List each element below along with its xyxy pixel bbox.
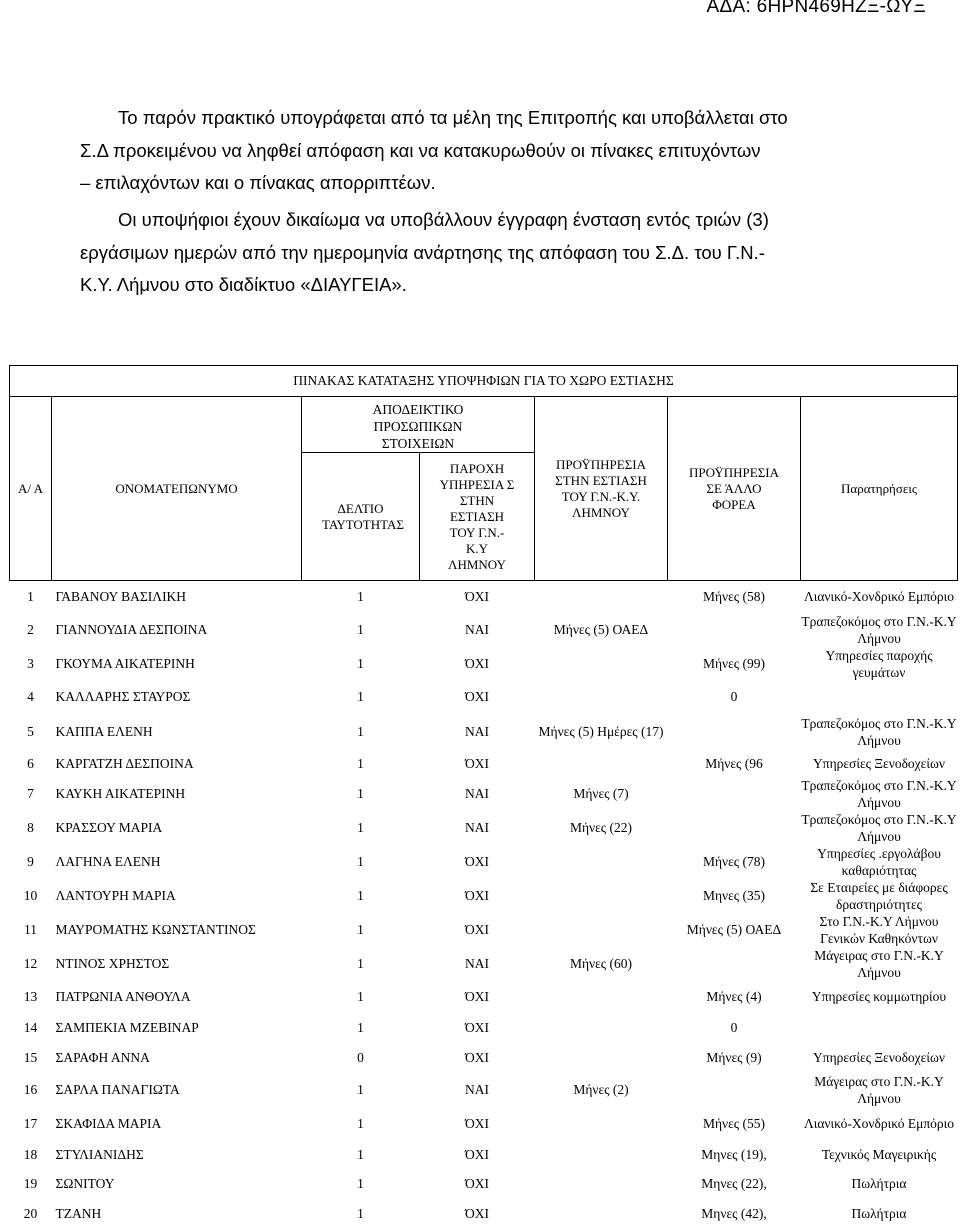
cell-name: ΣΑΜΠΕΚΙΑ ΜΖΕΒΙΝΑΡ <box>55 1019 199 1035</box>
cell-prev-other: Μήνες (5) ΟΑΕΔ <box>686 921 782 937</box>
cell-prev-gnky: Μήνες (7) <box>573 785 629 801</box>
cell-prev-other: Μήνες (55) <box>702 1115 766 1131</box>
cell-prev-gnky <box>535 681 668 713</box>
cell-aa: 14 <box>23 1019 38 1035</box>
cell-prev-other <box>668 613 801 647</box>
cell-aa: 17 <box>23 1115 38 1131</box>
cell-name: ΓΑΒΑΝΟΥ ΒΑΣΙΛΙΚΗ <box>55 588 187 604</box>
cell-remarks: Σε Εταιρείες με διάφορες δραστηριότητες <box>810 879 948 912</box>
paragraph-objection <box>80 204 860 302</box>
paragraph-line: – επιλαχόντων και ο πίνακας απορριπτέων. <box>80 172 436 193</box>
table-title: ΠΙΝΑΚΑΣ ΚΑΤΑΤΑΞΗΣ ΥΠΟΨΗΦΙΩΝ ΓΙΑ ΤΟ ΧΩΡΟ ΕΣΤΙΑΣΗΣ <box>10 366 958 397</box>
cell-remarks: Στο Γ.Ν.-Κ.Υ Λήμνου Γενικών Καθηκόντων <box>819 913 939 946</box>
cell-aa: 8 <box>27 819 34 835</box>
cell-service: ΌΧΙ <box>465 1205 489 1221</box>
cell-remarks: Πωλήτρια <box>851 1206 907 1221</box>
cell-prev-gnky <box>535 1013 668 1043</box>
cell-prev-other: Μηνες (19), <box>701 1146 767 1162</box>
cell-remarks: Τραπεζοκόμος στο Γ.Ν.-Κ.Υ Λήμνου <box>801 811 957 844</box>
cell-id-card: 1 <box>357 755 364 771</box>
header-personal-docs: ΑΠΟΔΕΙΚΤΙΚΟ ΠΡΟΣΩΠΙΚΩΝ ΣΤΟΙΧΕΙΩΝ <box>302 397 535 453</box>
cell-name: ΚΑΥΚΗ ΑΙΚΑΤΕΡΙΝΗ <box>55 785 186 801</box>
cell-name: ΓΚΟΥΜΑ ΑΙΚΑΤΕΡΙΝΗ <box>55 655 195 671</box>
table-row <box>10 1013 958 1043</box>
table-row <box>10 751 958 777</box>
cell-remarks: Μάγειρας στο Γ.Ν.-Κ.Υ Λήμνου <box>814 1073 944 1106</box>
cell-id-card: 1 <box>357 1205 364 1221</box>
cell-remarks: Μάγειρας στο Γ.Ν.-Κ.Υ Λήμνου <box>814 947 944 980</box>
cell-name: ΣΑΡΑΦΗ ΑΝΝΑ <box>55 1049 150 1065</box>
cell-service: ΝΑΙ <box>465 819 489 835</box>
table-row <box>10 1107 958 1141</box>
cell-aa: 3 <box>27 655 34 671</box>
cell-id-card: 1 <box>357 988 364 1004</box>
cell-id-card: 1 <box>357 955 364 971</box>
cell-prev-other: Μήνες (58) <box>702 588 766 604</box>
cell-name: ΤΖΑΝΗ <box>55 1205 102 1221</box>
cell-service: ΌΧΙ <box>465 1175 489 1191</box>
cell-remarks: Τραπεζοκόμος στο Γ.Ν.-Κ.Υ Λήμνου <box>801 777 957 810</box>
table-row <box>10 947 958 981</box>
cell-id-card: 1 <box>357 1081 364 1097</box>
table-row <box>10 913 958 947</box>
cell-prev-other: Μήνες (99) <box>702 655 766 671</box>
paragraph-submission <box>80 102 860 200</box>
cell-id-card: 0 <box>357 1049 364 1065</box>
cell-prev-other: Μήνες (9) <box>706 1049 762 1065</box>
paragraph-line: εργάσιμων ημερών από την ημερομηνία ανάρτησης της απόφαση του Σ.Δ. του Γ.Ν.- <box>80 241 765 263</box>
cell-name: ΜΑΥΡΟΜΑΤΗΣ ΚΩΝΣΤΑΝΤΙΝΟΣ <box>55 921 256 937</box>
cell-prev-gnky <box>535 647 668 681</box>
cell-prev-other <box>668 811 801 845</box>
cell-remarks: Τραπεζοκόμος στο Γ.Ν.-Κ.Υ Λήμνου <box>801 613 957 646</box>
cell-service: ΌΧΙ <box>465 887 489 903</box>
cell-aa: 1 <box>27 588 34 604</box>
cell-id-card: 1 <box>357 887 364 903</box>
cell-service: ΌΧΙ <box>465 1146 489 1162</box>
cell-service: ΌΧΙ <box>465 1049 489 1065</box>
cell-id-card: 1 <box>357 819 364 835</box>
cell-remarks: Λιανικό-Χονδρικό Εμπόριο <box>803 1116 955 1131</box>
cell-aa: 16 <box>23 1081 38 1097</box>
header-name: ΟΝΟΜΑΤΕΠΩΝΥΜΟ <box>52 397 302 581</box>
cell-prev-other <box>668 947 801 981</box>
table-row <box>10 647 958 681</box>
cell-prev-gnky: Μήνες (2) <box>573 1081 629 1097</box>
cell-aa: 10 <box>23 887 38 903</box>
table-row <box>10 581 958 613</box>
cell-prev-gnky: Μήνες (5) Ημέρες (17) <box>538 723 664 739</box>
cell-name: ΚΑΡΓΑΤΖΗ ΔΕΣΠΟΙΝΑ <box>55 755 194 771</box>
cell-service: ΝΑΙ <box>465 621 489 637</box>
cell-remarks: Υπηρεσίες Ξενοδοχείων <box>813 756 945 771</box>
cell-remarks <box>801 1013 958 1043</box>
cell-aa: 7 <box>27 785 34 801</box>
paragraph-line: Σ.Δ προκειμένου να ληφθεί απόφαση και να κατακυρωθούν οι πίνακες επιτυχόντων <box>80 139 761 161</box>
cell-id-card: 1 <box>357 853 364 869</box>
cell-remarks: Υπηρεσίες .εργολάβου καθαριότητας <box>817 845 941 878</box>
cell-aa: 6 <box>27 755 34 771</box>
cell-remarks: Υπηρεσίες κομμωτηρίου <box>811 989 947 1004</box>
cell-name: ΚΡΑΣΣΟΥ ΜΑΡΙΑ <box>55 819 163 835</box>
cell-prev-gnky: Μήνες (60) <box>569 955 633 971</box>
cell-prev-gnky <box>535 751 668 777</box>
cell-prev-gnky <box>535 879 668 913</box>
cell-id-card: 1 <box>357 688 364 704</box>
cell-remarks: Υπηρεσίες παροχής γευμάτων <box>825 647 933 680</box>
cell-prev-other: 0 <box>730 688 738 704</box>
cell-name: ΠΑΤΡΩΝΙΑ ΑΝΘΟΥΛΑ <box>55 988 191 1004</box>
cell-aa: 18 <box>23 1146 38 1162</box>
cell-service: ΝΑΙ <box>465 955 489 971</box>
cell-service: ΌΧΙ <box>465 688 489 704</box>
cell-prev-gnky: Μήνες (22) <box>569 819 633 835</box>
cell-prev-other: Μήνες (96 <box>705 755 763 771</box>
cell-prev-other: Μηνες (42), <box>701 1205 767 1221</box>
cell-service: ΝΑΙ <box>465 785 489 801</box>
cell-id-card: 1 <box>357 785 364 801</box>
cell-prev-other <box>668 1073 801 1107</box>
header-remarks: Παρατηρήσεις <box>801 397 958 581</box>
cell-prev-other: Μήνες (4) <box>706 988 762 1004</box>
table-row <box>10 981 958 1013</box>
ada-code: ΑΔΑ: 6ΗΡΝ469ΗΖΞ-ΩΥΞ <box>706 0 926 17</box>
table-row <box>10 613 958 647</box>
cell-name: ΚΑΛΛΑΡΗΣ ΣΤΑΥΡΟΣ <box>55 688 191 704</box>
cell-prev-gnky <box>535 581 668 613</box>
cell-prev-gnky <box>535 981 668 1013</box>
cell-service: ΌΧΙ <box>465 1115 489 1131</box>
table-row <box>10 1043 958 1073</box>
cell-prev-gnky: Μήνες (5) ΟΑΕΔ <box>553 621 649 637</box>
paragraph-line: Κ.Υ. Λήμνου στο διαδίκτυο «ΔΙΑΥΓΕΙΑ». <box>80 274 407 295</box>
cell-prev-other: Μηνες (22), <box>701 1175 767 1191</box>
cell-service: ΌΧΙ <box>465 655 489 671</box>
cell-prev-other <box>668 713 801 751</box>
table-row <box>10 681 958 713</box>
cell-id-card: 1 <box>357 1175 364 1191</box>
cell-prev-other <box>668 777 801 811</box>
cell-name: ΚΑΠΠΑ ΕΛΕΝΗ <box>55 723 153 739</box>
cell-aa: 15 <box>23 1049 38 1065</box>
cell-aa: 4 <box>27 688 34 704</box>
table-row <box>10 777 958 811</box>
cell-aa: 13 <box>23 988 38 1004</box>
header-id-card: ΔΕΛΤΙΟ ΤΑΥΤΟΤΗΤΑΣ <box>302 453 420 581</box>
cell-aa: 2 <box>27 621 34 637</box>
table-row <box>10 713 958 751</box>
cell-remarks: Τεχνικός Μαγειρικής <box>821 1147 937 1162</box>
cell-name: ΣΚΑΦΙΔΑ ΜΑΡΙΑ <box>55 1115 162 1131</box>
cell-service: ΌΧΙ <box>465 755 489 771</box>
cell-aa: 11 <box>24 921 37 937</box>
cell-service: ΌΧΙ <box>465 988 489 1004</box>
cell-service: ΌΧΙ <box>465 921 489 937</box>
cell-prev-gnky <box>535 1107 668 1141</box>
cell-remarks: Πωλήτρια <box>851 1176 907 1191</box>
cell-id-card: 1 <box>357 655 364 671</box>
cell-aa: 19 <box>23 1175 38 1191</box>
cell-id-card: 1 <box>357 1115 364 1131</box>
table-row <box>10 811 958 845</box>
paragraph-line: Το παρόν πρακτικό υπογράφεται από τα μέλη της Επιτροπής και υποβάλλεται στο <box>118 107 788 128</box>
cell-id-card: 1 <box>357 1019 364 1035</box>
cell-aa: 9 <box>27 853 34 869</box>
cell-service: ΌΧΙ <box>465 853 489 869</box>
cell-id-card: 1 <box>357 621 364 637</box>
cell-name: ΣΤΥΛΙΑΝΙΔΗΣ <box>55 1146 144 1162</box>
cell-remarks: Υπηρεσίες Ξενοδοχείων <box>813 1050 945 1065</box>
paragraph-line: Οι υποψήφιοι έχουν δικαίωμα να υποβάλλουν έγγραφη ένσταση εντός τριών (3) <box>118 209 769 230</box>
header-service: ΠΑΡΟΧΗ ΥΠΗΡΕΣΙΑ Σ ΣΤΗΝ ΕΣΤΙΑΣΗ ΤΟΥ Γ.Ν.- Κ.Υ ΛΗΜΝΟΥ <box>420 453 535 581</box>
cell-name: ΛΑΝΤΟΥΡΗ ΜΑΡΙΑ <box>55 887 176 903</box>
ranking-table <box>9 365 958 1229</box>
cell-name: ΝΤΙΝΟΣ ΧΡΗΣΤΟΣ <box>55 955 170 971</box>
table-row <box>10 1199 958 1229</box>
cell-aa: 12 <box>23 955 38 971</box>
table-row <box>10 845 958 879</box>
header-aa: Α/ Α <box>10 397 52 581</box>
cell-aa: 5 <box>27 723 34 739</box>
cell-prev-other: Μηνες (35) <box>702 887 766 903</box>
cell-remarks: Τραπεζοκόμος στο Γ.Ν.-Κ.Υ Λήμνου <box>801 715 957 748</box>
table-row <box>10 1141 958 1169</box>
cell-aa: 20 <box>23 1205 38 1221</box>
cell-remarks <box>801 681 958 713</box>
cell-service: ΌΧΙ <box>465 588 489 604</box>
cell-service: ΝΑΙ <box>465 723 489 739</box>
cell-service: ΝΑΙ <box>465 1081 489 1097</box>
cell-prev-gnky <box>535 1199 668 1229</box>
cell-prev-gnky <box>535 1043 668 1073</box>
cell-service: ΌΧΙ <box>465 1019 489 1035</box>
cell-prev-gnky <box>535 913 668 947</box>
cell-name: ΛΑΓΗΝΑ ΕΛΕΝΗ <box>55 853 161 869</box>
cell-prev-gnky <box>535 1141 668 1169</box>
cell-prev-other: 0 <box>730 1019 738 1035</box>
cell-id-card: 1 <box>357 588 364 604</box>
cell-prev-gnky <box>535 845 668 879</box>
cell-name: ΓΙΑΝΝΟΥΔΙΑ ΔΕΣΠΟΙΝΑ <box>55 621 208 637</box>
cell-id-card: 1 <box>357 1146 364 1162</box>
cell-name: ΣΑΡΛΑ ΠΑΝΑΓΙΩΤΑ <box>55 1081 180 1097</box>
cell-id-card: 1 <box>357 723 364 739</box>
header-prev-other: ΠΡΟΫΠΗΡΕΣΙΑ ΣΕ ΆΛΛΟ ΦΟΡΕΑ <box>668 397 801 581</box>
cell-prev-other: Μήνες (78) <box>702 853 766 869</box>
cell-remarks: Λιανικό-Χονδρικό Εμπόριο <box>803 589 955 605</box>
cell-id-card: 1 <box>357 921 364 937</box>
cell-name: ΣΩΝΙΤΟΥ <box>55 1175 115 1191</box>
table-row <box>10 879 958 913</box>
header-prev-gnky: ΠΡΟΫΠΗΡΕΣΙΑ ΣΤΗΝ ΕΣΤΙΑΣΗ ΤΟΥ Γ.Ν.-Κ.Υ. ΛΗΜΝΟΥ <box>535 397 668 581</box>
table-row <box>10 1073 958 1107</box>
